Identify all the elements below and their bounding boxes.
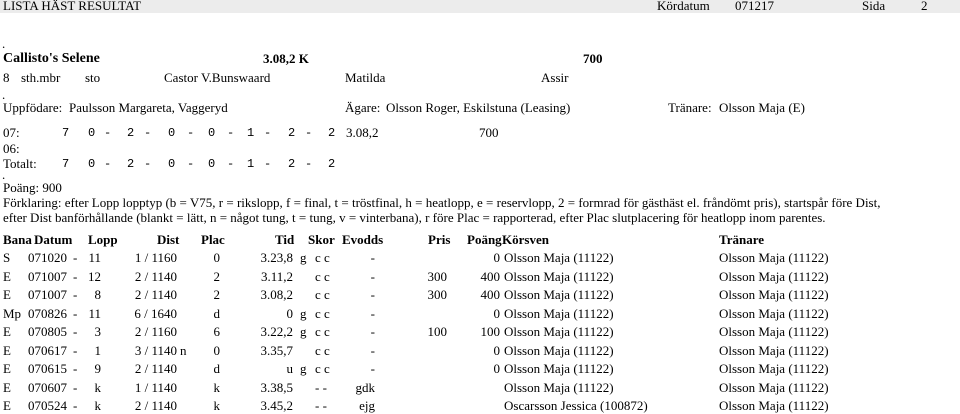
cell-skor: c c — [315, 287, 330, 302]
total-starts: 7 — [62, 157, 70, 171]
total-second: 2 — [127, 157, 135, 171]
cell-evodds: - — [370, 250, 375, 265]
cell-plac: k — [213, 398, 220, 413]
year-07-seventh: 2 — [328, 126, 336, 140]
cell-korsven: Olsson Maja (11122) — [504, 361, 614, 376]
cell-poang: 400 — [480, 287, 500, 302]
cell-lopp: 9 — [94, 361, 101, 376]
cell-evodds: ejg — [359, 398, 375, 413]
cell-lopp: 11 — [88, 305, 101, 321]
col-bana: Bana — [3, 232, 32, 247]
points-text: Poäng: 900 — [3, 180, 62, 195]
col-korsven: Körsven — [502, 232, 549, 247]
cell-poang: 0 — [493, 250, 500, 265]
cell-dist: 2 / 1140 — [134, 361, 177, 376]
cell-skor: c c — [315, 361, 330, 376]
cell-bana: E — [3, 324, 11, 339]
separator-dot: . — [2, 36, 6, 51]
cell-poang: 0 — [493, 305, 500, 321]
cell-tranare: Olsson Maja (11122) — [719, 324, 829, 339]
cell-dist: 1 / 1140 — [134, 379, 177, 395]
horse-age: 8 — [3, 70, 10, 85]
cell-datum: 070805 — [28, 324, 67, 339]
cell-poang: 100 — [480, 324, 500, 339]
cell-dash: - — [73, 324, 78, 339]
horse-earnings: 700 — [583, 51, 603, 66]
sida-value: 2 — [921, 0, 928, 13]
year-07-earnings: 700 — [479, 125, 499, 140]
total-wins: 0 — [88, 157, 96, 171]
cell-korsven: Olsson Maja (11122) — [504, 305, 614, 321]
cell-evodds: - — [370, 361, 375, 376]
header-bar — [0, 0, 960, 13]
year-07-label: 07: — [3, 125, 20, 140]
cell-tranare: Olsson Maja (11122) — [719, 342, 829, 358]
cell-dist: 2 / 1140 — [134, 287, 177, 302]
cell-pris: 300 — [427, 268, 447, 284]
cell-tranare: Olsson Maja (11122) — [719, 361, 829, 376]
col-dist: Dist — [157, 232, 180, 247]
cell-pris: 300 — [427, 287, 447, 302]
owner-name: Olsson Roger, Eskilstuna (Leasing) — [386, 100, 571, 115]
cell-bana: Mp — [3, 305, 22, 321]
cell-tid: 3.45,2 — [260, 398, 293, 413]
cell-pris: 100 — [427, 324, 447, 339]
horse-record: 3.08,2 K — [263, 51, 309, 66]
cell-plac: d — [213, 361, 220, 376]
col-tid: Tid — [275, 232, 295, 247]
cell-skor: - - — [315, 379, 327, 395]
cell-lopp: 3 — [94, 324, 101, 339]
cell-skor: c c — [315, 268, 330, 284]
year-07-wins: 0 — [88, 126, 96, 140]
cell-evodds: gdk — [355, 379, 375, 395]
cell-plac: 2 — [213, 287, 220, 302]
cell-g: g — [300, 361, 307, 376]
col-plac: Plac — [201, 232, 225, 247]
cell-evodds: - — [370, 287, 375, 302]
cell-bana: E — [3, 342, 11, 358]
horse-dam: Matilda — [345, 70, 386, 85]
cell-bana: E — [3, 361, 11, 376]
cell-plac: 0 — [213, 342, 220, 358]
horse-damsire: Assir — [541, 70, 569, 85]
col-tranare: Tränare — [719, 232, 765, 247]
cell-bana: E — [3, 379, 11, 395]
cell-dash: - — [73, 268, 78, 284]
cell-tranare: Olsson Maja (11122) — [719, 379, 829, 395]
separator-dot: . — [2, 87, 6, 102]
col-pris: Pris — [428, 232, 451, 247]
cell-datum: 071007 — [28, 287, 67, 302]
cell-korsven: Olsson Maja (11122) — [504, 287, 614, 302]
sida-label: Sida — [862, 0, 886, 13]
cell-datum: 071007 — [28, 268, 67, 284]
cell-bana: E — [3, 287, 11, 302]
cell-g: g — [300, 305, 307, 321]
horse-sire: Castor V.Bunswaard — [164, 70, 271, 85]
cell-dash: - — [73, 342, 78, 358]
cell-dist: 2 / 1140 — [134, 268, 177, 284]
total-fifth: 1 — [247, 157, 255, 171]
cell-korsven: Oscarsson Jessica (100872) — [504, 398, 648, 413]
cell-datum: 070607 — [28, 379, 67, 395]
cell-dist: 6 / 1640 — [134, 305, 177, 321]
year-07-starts: 7 — [62, 126, 70, 140]
cell-bana: E — [3, 398, 11, 413]
total-label: Totalt: — [3, 156, 37, 171]
breeder-label: Uppfödare: — [3, 100, 63, 115]
cell-korsven: Olsson Maja (11122) — [504, 342, 614, 358]
cell-tid: u — [286, 361, 293, 376]
col-datum: Datum — [34, 232, 73, 247]
col-lopp: Lopp — [88, 232, 118, 247]
horse-name: Callisto's Selene — [3, 51, 100, 66]
cell-plac: 6 — [213, 324, 220, 339]
breeder-name: Paulsson Margareta, Vaggeryd — [69, 100, 228, 115]
cell-korsven: Olsson Maja (11122) — [504, 268, 614, 284]
cell-dash: - — [73, 305, 78, 321]
kordatum-label: Kördatum — [657, 0, 710, 13]
cell-korsven: Olsson Maja (11122) — [504, 379, 614, 395]
cell-lopp: 1 — [94, 342, 101, 358]
horse-color: sth.mbr — [21, 70, 61, 85]
year-06-label: 06: — [3, 141, 20, 156]
cell-lopp: 12 — [88, 268, 101, 284]
cell-tranare: Olsson Maja (11122) — [719, 268, 829, 284]
kordatum-value: 071217 — [735, 0, 774, 13]
explanation-line-1: Förklaring: efter Lopp lopptyp (b = V75, r = rikslopp, f = final, t = tröstfinal, h = heatlopp, e = reservlopp, 2 = formrad för gästhäst el. fråndömt pris), startspår före Dist, — [3, 195, 881, 210]
cell-dash: - — [73, 250, 78, 265]
year-07-third: 0 — [168, 126, 176, 140]
report-title: LISTA HÄST RESULTAT — [3, 0, 142, 13]
cell-dash: - — [73, 361, 78, 376]
cell-skor: c c — [315, 342, 330, 358]
year-07-fourth: 0 — [208, 126, 216, 140]
cell-korsven: Olsson Maja (11122) — [504, 324, 614, 339]
cell-tid: 3.35,7 — [260, 342, 293, 358]
cell-dist: 2 / 1160 — [134, 324, 177, 339]
trainer-label: Tränare: — [668, 100, 712, 115]
cell-dash: - — [73, 398, 78, 413]
total-third: 0 — [168, 157, 176, 171]
cell-tranare: Olsson Maja (11122) — [719, 305, 829, 321]
cell-tid: 3.22,2 — [260, 324, 293, 339]
cell-tranare: Olsson Maja (11122) — [719, 250, 829, 265]
year-07-second: 2 — [127, 126, 135, 140]
cell-lopp: k — [94, 379, 101, 395]
cell-tid: 3.11,2 — [260, 268, 293, 284]
cell-skor: c c — [315, 324, 330, 339]
cell-tranare: Olsson Maja (11122) — [719, 287, 829, 302]
cell-skor: c c — [315, 305, 330, 321]
cell-dist: 1 / 1160 — [134, 250, 177, 265]
cell-bana: S — [3, 250, 11, 265]
cell-lopp: 11 — [88, 250, 101, 265]
cell-cond: n — [180, 342, 187, 358]
col-skor: Skor — [308, 232, 335, 247]
cell-skor: c c — [315, 250, 330, 265]
cell-dash: - — [73, 287, 78, 302]
horse-gender: sto — [85, 70, 101, 85]
cell-g: g — [300, 324, 307, 339]
cell-datum: 070826 — [28, 305, 67, 321]
cell-evodds: - — [370, 342, 375, 358]
explanation-line-2: efter Dist banförhållande (blankt = lätt, n = något tung, t = tung, v = vinterbana), r före Plac = rapporterad, efter Plac slutplacering för heatlopp inom parentes. — [3, 210, 826, 225]
col-poang: Poäng — [467, 232, 502, 247]
cell-tranare: Olsson Maja (11122) — [719, 398, 829, 413]
cell-tid: 3.38,5 — [260, 379, 293, 395]
year-07-record: 3.08,2 — [346, 125, 379, 140]
year-07-fifth: 1 — [247, 126, 255, 140]
cell-poang: 0 — [493, 361, 500, 376]
cell-datum: 070524 — [28, 398, 67, 413]
cell-g: g — [300, 250, 307, 265]
cell-plac: 0 — [213, 250, 220, 265]
cell-evodds: - — [370, 305, 375, 321]
cell-lopp: 8 — [94, 287, 101, 302]
cell-tid: 0 — [286, 305, 293, 321]
separator-dot: . — [2, 167, 6, 182]
owner-label: Ägare: — [345, 100, 381, 115]
cell-lopp: k — [94, 398, 101, 413]
cell-skor: - - — [315, 398, 327, 413]
cell-datum: 070615 — [28, 361, 67, 376]
cell-dist: 2 / 1140 — [134, 398, 177, 413]
cell-plac: k — [213, 379, 220, 395]
cell-plac: 2 — [213, 268, 220, 284]
cell-evodds: - — [370, 268, 375, 284]
col-evodds: Evodds — [342, 232, 384, 247]
total-fourth: 0 — [208, 157, 216, 171]
cell-datum: 070617 — [28, 342, 67, 358]
cell-evodds: - — [370, 324, 375, 339]
cell-plac: d — [213, 305, 220, 321]
cell-dash: - — [73, 379, 78, 395]
cell-poang: 400 — [480, 268, 500, 284]
cell-poang: 0 — [493, 342, 500, 358]
total-sixth: 2 — [288, 157, 296, 171]
cell-tid: 3.08,2 — [260, 287, 293, 302]
year-07-sixth: 2 — [288, 126, 296, 140]
cell-bana: E — [3, 268, 11, 284]
cell-dist: 3 / 1140 — [134, 342, 177, 358]
cell-datum: 071020 — [28, 250, 67, 265]
trainer-name: Olsson Maja (E) — [719, 100, 805, 115]
cell-tid: 3.23,8 — [260, 250, 293, 265]
cell-korsven: Olsson Maja (11122) — [504, 250, 614, 265]
